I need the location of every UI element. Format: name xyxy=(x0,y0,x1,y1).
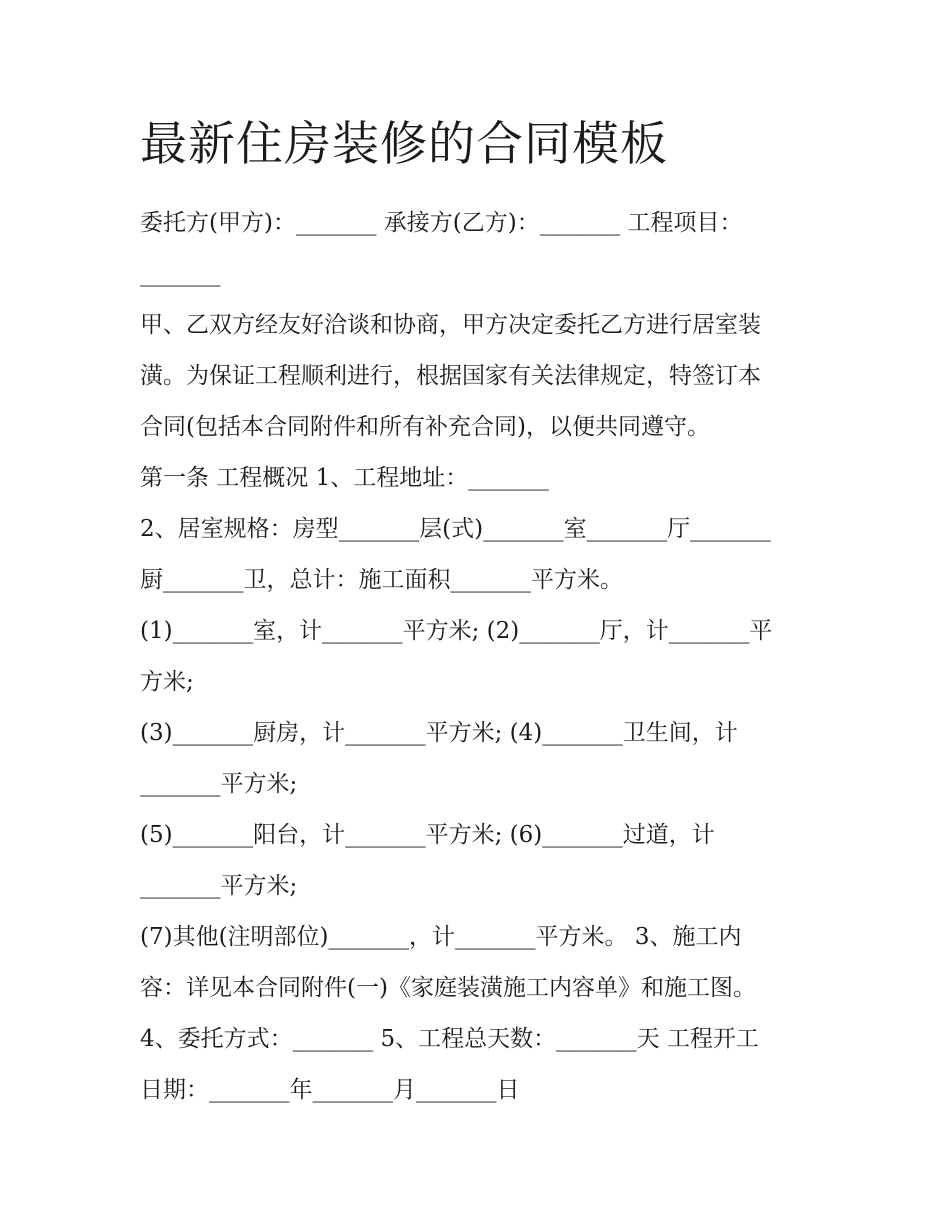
area-item-3-4-cont: _______平方米; xyxy=(140,771,298,797)
commission-duration-line: 4、委托方式：_______ 5、工程总天数：_______天 工程开工 xyxy=(140,1026,759,1052)
area-item-5-6: (5)_______阳台，计_______平方米; (6)_______过道，计 xyxy=(140,822,715,848)
area-item-1-2-cont: 方米; xyxy=(140,669,194,695)
area-item-5-6-cont: _______平方米; xyxy=(140,873,298,899)
preamble-line-3: 合同(包括本合同附件和所有补充合同)，以便共同遵守。 xyxy=(140,414,710,440)
preamble-line-1: 甲、乙双方经友好洽谈和协商，甲方决定委托乙方进行居室装 xyxy=(140,312,761,338)
document-title: 最新住房装修的合同模板 xyxy=(140,117,668,172)
room-spec-line-1: 2、居室规格：房型_______层(式)_______室_______厅_______ xyxy=(140,516,771,542)
start-date-line: 日期：_______年_______月_______日 xyxy=(140,1077,520,1103)
room-spec-line-2: 厨_______卫，总计：施工面积_______平方米。 xyxy=(140,567,623,593)
article-one-address: 第一条 工程概况 1、工程地址：_______ xyxy=(140,465,549,491)
area-item-3-4: (3)_______厨房，计_______平方米; (4)_______卫生间，计 xyxy=(140,720,738,746)
document-body xyxy=(140,198,820,1116)
parties-line: 委托方(甲方)：_______ 承接方(乙方)：_______ 工程项目： xyxy=(140,210,743,236)
area-item-1-2: (1)_______室，计_______平方米; (2)_______厅，计_______平 xyxy=(140,618,773,644)
construction-content-line: 容：详见本合同附件(一)《家庭装潢施工内容单》和施工图。 xyxy=(140,975,756,1001)
project-blank-line: _______ xyxy=(140,261,221,287)
area-item-7: (7)其他(注明部位)_______，计_______平方米。 3、施工内 xyxy=(140,924,742,950)
preamble-line-2: 潢。为保证工程顺利进行，根据国家有关法律规定，特签订本 xyxy=(140,363,761,389)
